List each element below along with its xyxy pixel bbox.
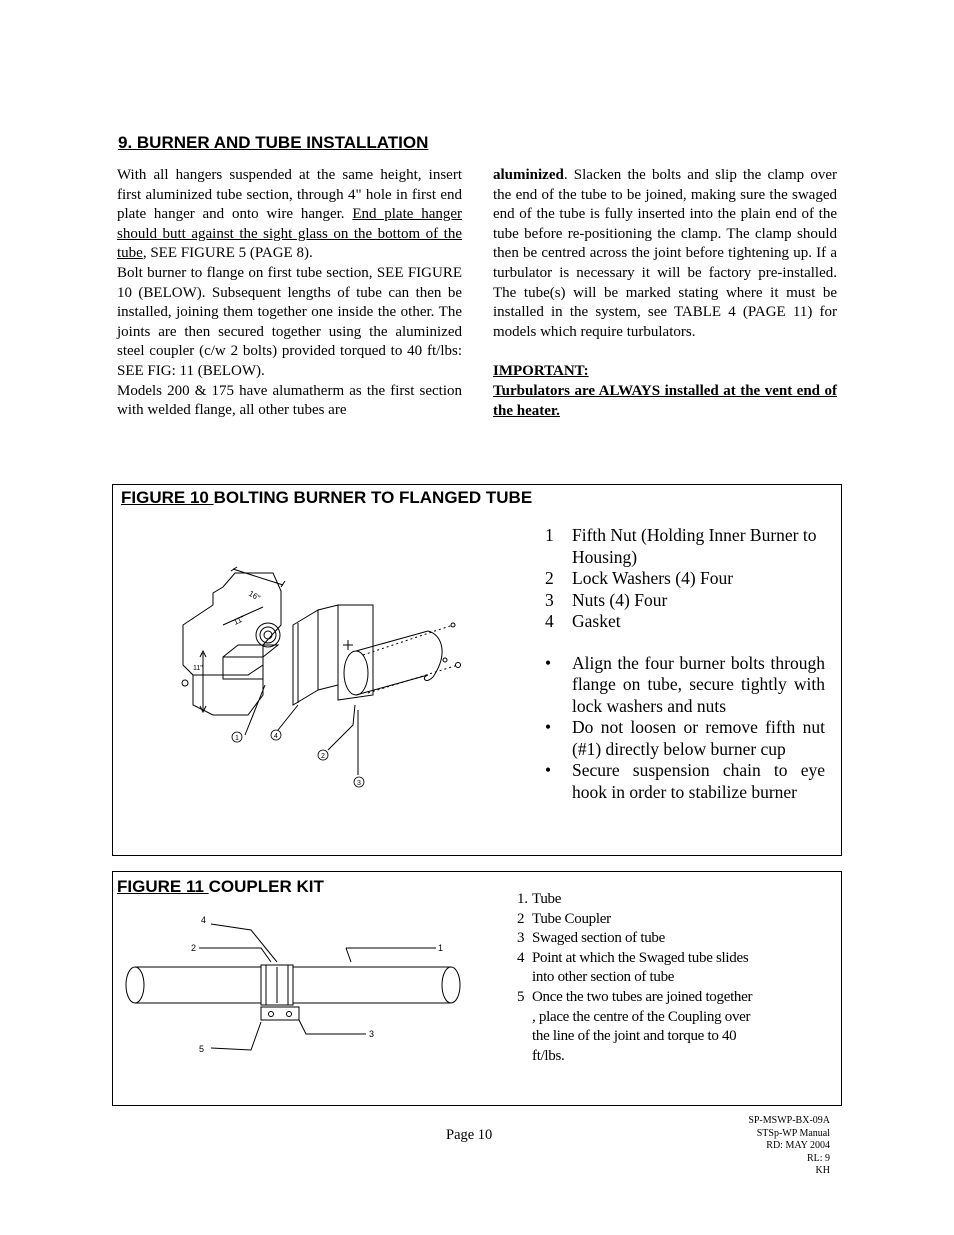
diagram-label-3: 3 (369, 1029, 375, 1039)
flange-plate (338, 605, 373, 700)
diagram-label-4: 4 (201, 915, 207, 925)
callout-2: 2 (321, 753, 325, 760)
burner-housing (183, 573, 281, 715)
dim-label-16: 16" (247, 588, 262, 603)
diagram-label-1: 1 (438, 943, 444, 953)
parts-item: 4 Gasket (545, 611, 621, 631)
right-column (493, 166, 837, 421)
dim-label-11-diagonal: 11" (232, 613, 246, 627)
parts-item: 2 Tube Coupler (517, 910, 611, 927)
diagram-label-5: 5 (199, 1044, 205, 1054)
burner-flange-diagram (153, 565, 483, 795)
coupler-bolts (261, 1007, 299, 1020)
document-meta (748, 1115, 830, 1178)
figure-11 (112, 871, 842, 1106)
tube-break (424, 631, 442, 680)
author-initials: KH (815, 1165, 830, 1177)
manual-name: STSp-WP Manual (756, 1127, 830, 1139)
tube-left (135, 967, 261, 1003)
parts-item: 2 Lock Washers (4) Four (545, 568, 734, 588)
figure-11-title: FIGURE 11 COUPLER KIT (117, 877, 324, 896)
paragraph-clamp: aluminized. Slacken the bolts and slip the clamp over the end of the tube to be joined, making sure the swaged end of the tube is fully inserted into the plain end of the tube before re-positioning the clamp. The clamp should then be centred across the joint before tightening up. If a turbulator is necessary it will be factory pre-installed. The tube(s) will be marked stating where it must be installed in the system, see TABLE 4 (PAGE 11) for models which require turbulators. (493, 167, 837, 340)
parts-item: 3 Nuts (4) Four (545, 589, 668, 610)
figure-11-parts-list (517, 890, 757, 1066)
eye-hook (182, 680, 188, 686)
tube-right (293, 967, 451, 1003)
parts-item: 5 Once the two tubes are joined together , place the centre of the Coupling over the line of the joint and torque to 40 ft/lbs. (517, 988, 753, 1064)
left-column (117, 166, 462, 421)
instruction-bullet: • Secure suspension chain to eye hook in order to stabilize burner (545, 760, 825, 802)
section-heading: 9. BURNER AND TUBE INSTALLATION (118, 133, 429, 152)
paragraph-models: Models 200 & 175 have alumatherm as the first section with welded flange, all other tubes are (117, 382, 462, 419)
tube-end (344, 651, 368, 695)
figure-10-instructions (545, 653, 825, 804)
figure-10-parts-list (545, 525, 825, 803)
paragraph-hangers: With all hangers suspended at the same height, insert first aluminized tube section, through 4" hole in first end plate hanger and onto wire hanger. End plate hanger should butt against the sight glass on the bottom of the tube, SEE FIGURE 5 (PAGE 8). (117, 167, 463, 262)
figure-10-title: FIGURE 10 BOLTING BURNER TO FLANGED TUBE (121, 488, 533, 507)
callout-1: 1 (235, 735, 239, 742)
paragraph-bolt-burner: Bolt burner to flange on first tube section, SEE FIGURE 10 (BELOW). Subsequent lengths of tube can then be installed, joining them together one inside the other. The joints are then secured together using the aluminized steel coupler (c/w 2 bolts) provided torqued to 40 ft/lbs: SEE FIG: 11 (BELOW). (117, 264, 462, 379)
diagram-label-2: 2 (191, 943, 197, 953)
instruction-bullet: • Do not loosen or remove fifth nut (#1) directly below burner cup (545, 717, 825, 759)
callout-4: 4 (274, 733, 278, 740)
underlined-instruction: End plate hanger should butt against the sight glass on the bottom of the tube (117, 206, 463, 262)
important-label: IMPORTANT: (493, 363, 589, 380)
revision-level: RL: 9 (806, 1152, 830, 1164)
callout-3: 3 (357, 780, 361, 787)
revision-date: RD: MAY 2004 (766, 1140, 830, 1152)
coupler-kit-diagram (121, 910, 466, 1060)
parts-item: 4 Point at which the Swaged tube slides into other section of tube (517, 949, 749, 986)
parts-item: 1 Fifth Nut (Holding Inner Burner to Housing) (545, 525, 817, 567)
doc-code: SP-MSWP-BX-09A (748, 1115, 830, 1126)
gasket (293, 610, 318, 705)
parts-item: 1. Tube (517, 891, 562, 907)
parts-item: 3 Swaged section of tube (517, 930, 665, 947)
page-number: Page 10 (446, 1127, 493, 1143)
dim-label-11-vertical: 11" (193, 665, 203, 672)
instruction-bullet: • Align the four burner bolts through flange on tube, secure tightly with lock washers and nuts (545, 652, 825, 716)
figure-10 (112, 484, 842, 856)
important-text: Turbulators are ALWAYS installed at the vent end of the heater. (493, 382, 837, 419)
burner-bracket (223, 657, 263, 679)
